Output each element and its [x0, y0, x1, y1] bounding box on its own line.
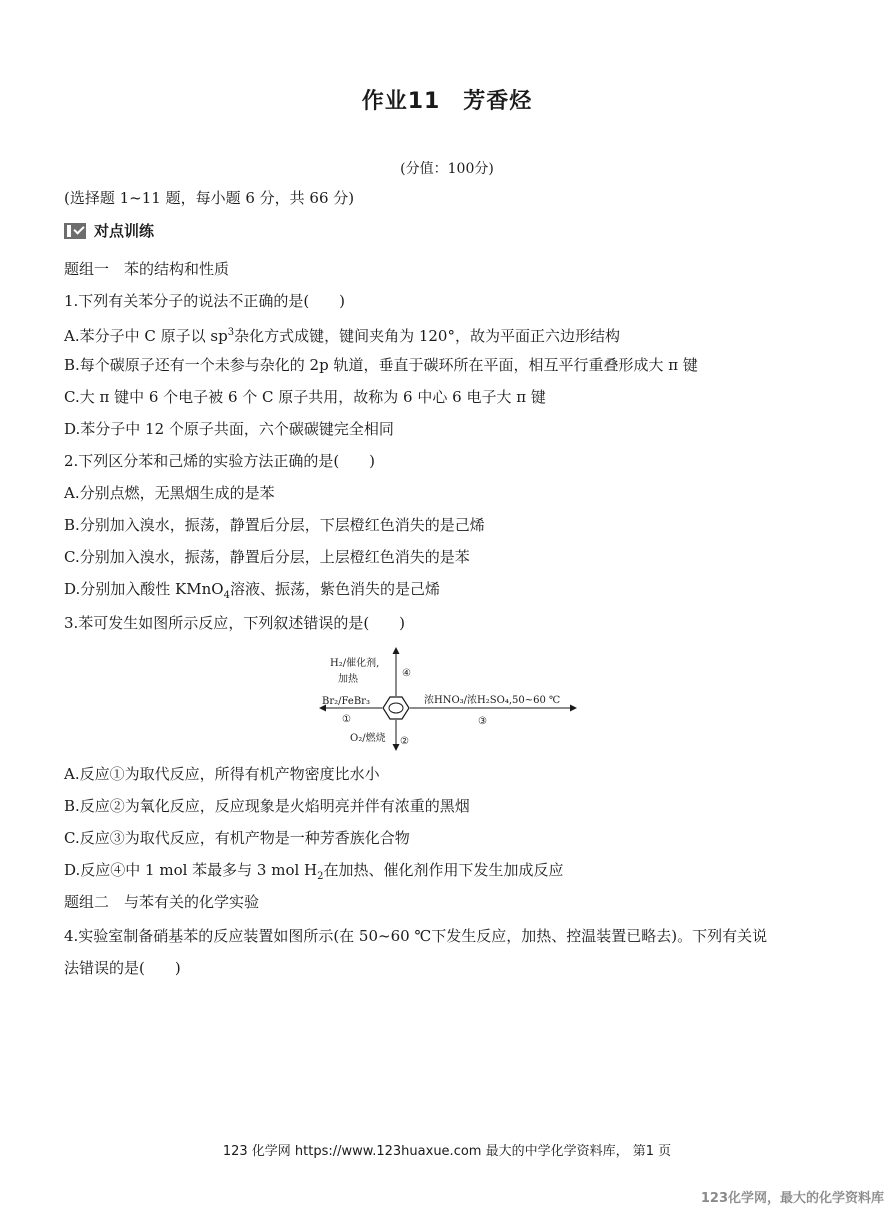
q2-stem: 2.下列区分苯和己烯的实验方法正确的是( )	[64, 452, 376, 470]
instruction: (选择题 1~11 题，每小题 6 分，共 66 分)	[64, 189, 355, 207]
q1-a-text: A.苯分子中 C 原子以 sp	[64, 327, 228, 345]
left-number: ①	[342, 714, 351, 725]
top-number: ④	[402, 668, 411, 679]
bottom-number: ②	[400, 736, 409, 747]
q3-stem: 3.苯可发生如图所示反应，下列叙述错误的是( )	[64, 614, 406, 632]
q3-option-a: A.反应①为取代反应，所得有机产物密度比水小	[64, 765, 380, 783]
right-number: ③	[478, 716, 487, 727]
top-reagent-2: 加热	[338, 674, 358, 685]
q2-option-a: A.分别点燃，无黑烟生成的是苯	[64, 484, 275, 502]
q2-d-text: D.分别加入酸性 KMnO	[64, 580, 224, 598]
top-reagent-1: H₂/催化剂,	[330, 658, 380, 669]
reaction-diagram	[312, 642, 582, 754]
bottom-reagent: O₂/燃烧	[350, 733, 386, 744]
q3-option-d	[64, 860, 564, 887]
right-reagent: 浓HNO₃/浓H₂SO₄,50~60 ℃	[424, 695, 561, 706]
group-heading-1: 题组一 苯的结构和性质	[64, 260, 230, 278]
q3-option-b: B.反应②为氧化反应，反应现象是火焰明亮并伴有浓重的黑烟	[64, 797, 470, 815]
q2-option-c: C.分别加入溴水，振荡，静置后分层，上层橙红色消失的是苯	[64, 548, 470, 566]
q2-d-sub: 4	[223, 590, 230, 601]
q4-stem-line-2: 法错误的是( )	[64, 959, 181, 977]
q1-a-text-2: 杂化方式成键，键间夹角为 120°，故为平面正六边形结构	[234, 327, 620, 345]
score-info: (分值：100分)	[400, 161, 494, 177]
q3-d-text-2: 在加热、催化剂作用下发生加成反应	[323, 861, 564, 879]
watermark: 123化学网，最大的化学资料库	[700, 1191, 884, 1206]
q2-d-text-2: 溶液、振荡，紫色消失的是己烯	[229, 580, 440, 598]
q2-option-b: B.分别加入溴水，振荡，静置后分层，下层橙红色消失的是己烯	[64, 516, 485, 534]
q3-option-c: C.反应③为取代反应，有机产物是一种芳香族化合物	[64, 829, 410, 847]
q3-d-sub: 2	[317, 871, 324, 882]
checkmark-icon	[64, 223, 86, 239]
q1-option-b: B.每个碳原子还有一个未参与杂化的 2p 轨道，垂直于碳环所在平面，相互平行重叠形成大 π 键	[64, 356, 698, 374]
section-label: 对点训练	[94, 222, 155, 240]
q1-a-sup: 3	[227, 327, 235, 338]
q1-stem: 1.下列有关苯分子的说法不正确的是( )	[64, 292, 346, 310]
q1-option-c: C.大 π 键中 6 个电子被 6 个 C 原子共用，故称为 6 中心 6 电子大 π 键	[64, 388, 546, 406]
page-footer: 123 化学网 https://www.123huaxue.com 最大的中学化学资料库， 第1 页	[222, 1144, 672, 1159]
left-reagent: Br₂/FeBr₃	[322, 696, 370, 707]
q3-d-text: D.反应④中 1 mol 苯最多与 3 mol H	[64, 861, 318, 879]
q1-option-d: D.苯分子中 12 个原子共面，六个碳碳键完全相同	[64, 420, 394, 438]
benzene-ring-icon	[383, 697, 409, 719]
q4-stem-line-1: 4.实验室制备硝基苯的反应装置如图所示(在 50~60 ℃下发生反应，加热、控温装置已略去)。下列有关说	[64, 927, 768, 945]
section-heading	[64, 220, 154, 241]
q2-option-d	[64, 579, 440, 606]
q1-option-a	[64, 323, 620, 346]
group-heading-2: 题组二 与苯有关的化学实验	[64, 893, 260, 911]
page-title: 作业11 芳香烃	[361, 89, 533, 114]
